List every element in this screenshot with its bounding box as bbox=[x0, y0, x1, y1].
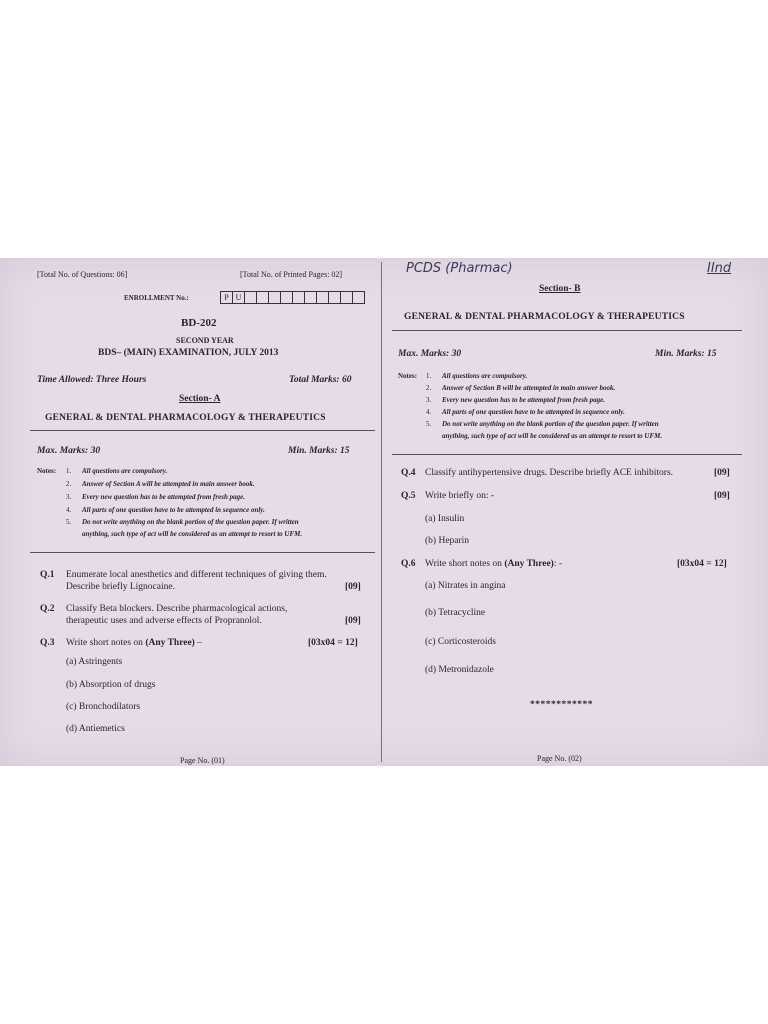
page-divider bbox=[381, 262, 382, 762]
note-text: Do not write anything on the blank portion of the question paper. If written bbox=[82, 518, 299, 526]
sub-question: (b) Heparin bbox=[425, 536, 470, 546]
time-allowed: Time Allowed: Three Hours bbox=[37, 375, 147, 385]
note-text: Every new question has to be attempted from fresh page. bbox=[82, 493, 245, 501]
enrollment-cell bbox=[269, 292, 281, 303]
note-number: 5. bbox=[66, 518, 72, 526]
question-marks: [09] bbox=[345, 582, 361, 592]
question-number: Q.2 bbox=[40, 604, 55, 614]
enrollment-cell bbox=[281, 292, 293, 303]
enrollment-cell bbox=[317, 292, 329, 303]
sub-question: (a) Insulin bbox=[425, 514, 465, 524]
sub-question: (d) Metronidazole bbox=[425, 665, 494, 675]
total-marks: Total Marks: 60 bbox=[289, 375, 352, 385]
enrollment-cell bbox=[353, 292, 364, 303]
question-marks: [09] bbox=[345, 616, 361, 626]
question-marks: [09] bbox=[714, 491, 730, 501]
note-number: 2. bbox=[66, 480, 72, 488]
question-number: Q.1 bbox=[40, 570, 55, 580]
question-text: therapeutic uses and adverse effects of Propranolol. bbox=[66, 616, 262, 626]
page-number: Page No. (02) bbox=[537, 754, 582, 763]
question-marks: [03x04 = 12] bbox=[308, 638, 358, 648]
enrollment-cell bbox=[305, 292, 317, 303]
note-text: Every new question has to be attempted from fresh page. bbox=[442, 396, 605, 404]
enrollment-cell: U bbox=[233, 292, 245, 303]
enrollment-number-boxes bbox=[220, 291, 365, 304]
question-marks: [03x04 = 12] bbox=[677, 559, 727, 569]
enrollment-cell bbox=[329, 292, 341, 303]
question-number: Q.6 bbox=[401, 559, 416, 569]
question-text: Classify Beta blockers. Describe pharmacological actions, bbox=[66, 604, 288, 614]
notes-label: Notes: bbox=[398, 372, 418, 380]
min-marks: Min. Marks: 15 bbox=[655, 349, 717, 359]
note-text: anything, such type of act will be considered as an attempt to resort to UFM. bbox=[82, 530, 303, 538]
handwritten-mark: IInd bbox=[707, 261, 732, 276]
question-text: Write briefly on: - bbox=[425, 491, 494, 501]
exam-title: BDS– (MAIN) EXAMINATION, JULY 2013 bbox=[98, 348, 279, 358]
question-text: Enumerate local anesthetics and different techniques of giving them. bbox=[66, 570, 327, 580]
max-marks: Max. Marks: 30 bbox=[398, 349, 462, 359]
paper-code: BD-202 bbox=[181, 317, 217, 329]
subject-title: GENERAL & DENTAL PHARMACOLOGY & THERAPEUTICS bbox=[404, 312, 685, 322]
note-text: All questions are compulsory. bbox=[442, 372, 528, 380]
enrollment-cell: P bbox=[221, 292, 233, 303]
notes-label: Notes: bbox=[37, 467, 57, 475]
question-text: Write short notes on (Any Three) – bbox=[66, 638, 202, 648]
total-printed-pages: [Total No. of Printed Pages: 02] bbox=[240, 270, 343, 279]
question-number: Q.3 bbox=[40, 638, 55, 648]
note-number: 3. bbox=[426, 396, 432, 404]
note-text: Do not write anything on the blank portion of the question paper. If written bbox=[442, 420, 659, 428]
enrollment-cell bbox=[257, 292, 269, 303]
rule bbox=[392, 454, 742, 455]
note-text: Answer of Section A will be attempted in main answer book. bbox=[82, 480, 255, 488]
note-number: 4. bbox=[66, 506, 72, 514]
section-b-heading: Section- B bbox=[539, 284, 581, 294]
total-questions: [Total No. of Questions: 06] bbox=[37, 270, 128, 279]
rule bbox=[30, 430, 375, 431]
note-number: 3. bbox=[66, 493, 72, 501]
sub-question: (c) Corticosteroids bbox=[425, 637, 496, 647]
note-text: anything, such type of act will be considered as an attempt to resort to UFM. bbox=[442, 432, 663, 440]
handwritten-note: PCDS (Pharmac) bbox=[406, 261, 513, 276]
note-text: Answer of Section B will be attempted in main answer book. bbox=[442, 384, 616, 392]
rule bbox=[30, 552, 375, 553]
question-number: Q.4 bbox=[401, 468, 416, 478]
note-number: 2. bbox=[426, 384, 432, 392]
end-of-paper-stars: ************ bbox=[530, 700, 593, 710]
rule bbox=[392, 330, 742, 331]
enrollment-cell bbox=[341, 292, 353, 303]
subject-title: GENERAL & DENTAL PHARMACOLOGY & THERAPEUTICS bbox=[45, 413, 326, 423]
sub-question: (b) Absorption of drugs bbox=[66, 680, 156, 690]
note-number: 1. bbox=[66, 467, 72, 475]
question-text: Write short notes on (Any Three): - bbox=[425, 559, 563, 569]
sub-question: (a) Astringents bbox=[66, 657, 123, 667]
enrollment-label: ENROLLMENT No.: bbox=[124, 294, 189, 302]
section-a-heading: Section- A bbox=[179, 394, 221, 404]
note-text: All parts of one question have to be attempted in sequence only. bbox=[442, 408, 625, 416]
sub-question: (a) Nitrates in angina bbox=[425, 581, 506, 591]
question-text: Classify antihypertensive drugs. Describe briefly ACE inhibitors. bbox=[425, 468, 674, 478]
question-number: Q.5 bbox=[401, 491, 416, 501]
note-text: All questions are compulsory. bbox=[82, 467, 168, 475]
enrollment-cell bbox=[293, 292, 305, 303]
max-marks: Max. Marks: 30 bbox=[37, 446, 101, 456]
year-label: SECOND YEAR bbox=[176, 336, 234, 345]
enrollment-cell bbox=[245, 292, 257, 303]
note-number: 5. bbox=[426, 420, 432, 428]
sub-question: (b) Tetracycline bbox=[425, 608, 486, 618]
page-number: Page No. (01) bbox=[180, 756, 225, 765]
note-number: 1. bbox=[426, 372, 432, 380]
question-marks: [09] bbox=[714, 468, 730, 478]
note-text: All parts of one question have to be attempted in sequence only. bbox=[82, 506, 265, 514]
sub-question: (c) Bronchodilators bbox=[66, 702, 141, 712]
sub-question: (d) Antiemetics bbox=[66, 724, 125, 734]
min-marks: Min. Marks: 15 bbox=[288, 446, 350, 456]
note-number: 4. bbox=[426, 408, 432, 416]
question-text: Describe briefly Lignocaine. bbox=[66, 582, 175, 592]
